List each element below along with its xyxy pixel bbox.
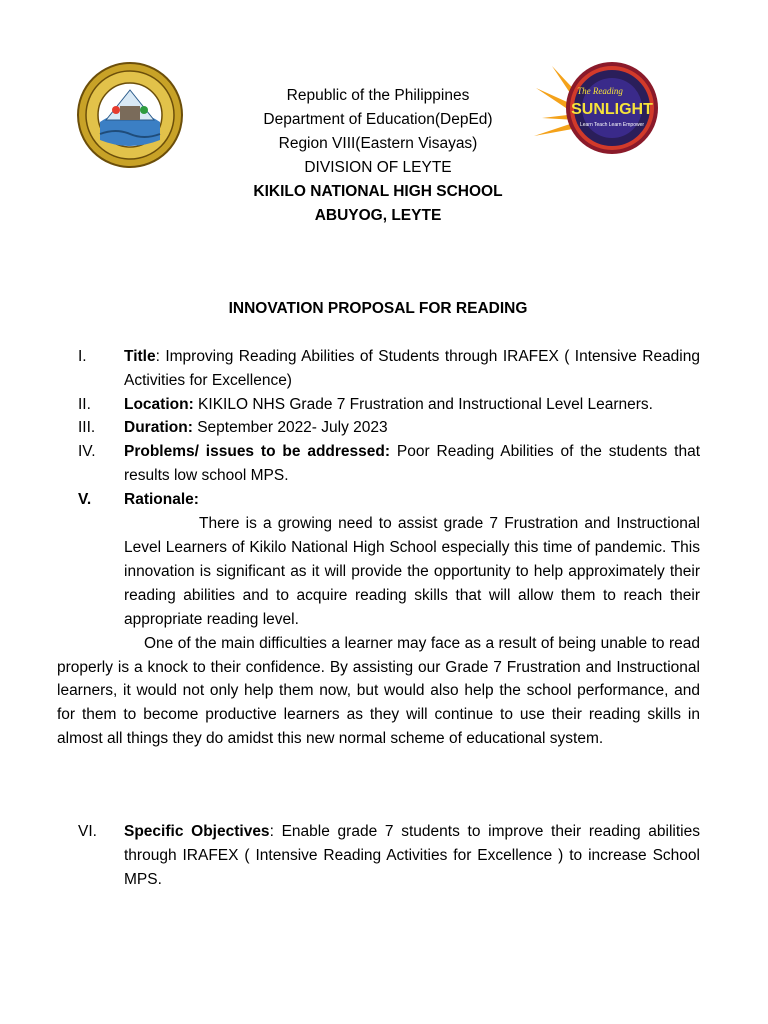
header-school-address: ABUYOG, LEYTE (314, 207, 442, 224)
item-number: I. (78, 348, 87, 365)
item-label: Duration: (124, 419, 193, 436)
item-location (78, 393, 700, 417)
item-number: III. (78, 419, 96, 436)
item-title (78, 345, 700, 393)
item-number: VI. (78, 823, 97, 840)
header-line-republic: Republic of the Philippines (286, 87, 470, 104)
item-problems (78, 440, 700, 488)
item-label: Title (124, 348, 156, 365)
svg-text:The Reading: The Reading (577, 86, 623, 96)
rationale-paragraph-1: There is a growing need to assist grade 7 Frustration and Instructional Level Learners of Kikilo National High School especially this time of pandemic. This innovation is significant as it will provide the opportunity to help approximately their reading abilities and to acquire reading skills that will allow them to reach their appropriate reading level. (124, 515, 700, 628)
letterhead (0, 84, 756, 228)
item-text: : Enable grade 7 students to improve their reading abilities through IRAFEX ( Intensive Reading Activities for Excellence ) to increase School MPS. (124, 823, 700, 888)
document-title: INNOVATION PROPOSAL FOR READING (228, 300, 528, 317)
item-text: : Improving Reading Abilities of Students through IRAFEX ( Intensive Reading Activities for Excellence) (124, 348, 700, 389)
item-number: V. (78, 491, 92, 508)
header-line-deped: Department of Education(DepEd) (263, 111, 493, 128)
item-specific-objectives (78, 820, 700, 892)
item-text: KIKILO NHS Grade 7 Frustration and Instructional Level Learners. (193, 396, 653, 413)
item-text: September 2022- July 2023 (192, 419, 388, 436)
item-rationale (78, 488, 700, 512)
item-label: Location: (124, 396, 194, 413)
header-line-region: Region VIII(Eastern Visayas) (278, 135, 478, 152)
header-school-name: KIKILO NATIONAL HIGH SCHOOL (253, 183, 503, 200)
item-label: Problems/ issues to be addressed: (124, 443, 391, 460)
item-text: Poor Reading Abilities of the students that results low school MPS. (124, 443, 700, 484)
item-label: Rationale: (124, 491, 199, 508)
item-number: II. (78, 396, 91, 413)
item-label: Specific Objectives (124, 823, 270, 840)
item-number: IV. (78, 443, 96, 460)
header-line-division: DIVISION OF LEYTE (304, 159, 452, 176)
svg-text:SUNLIGHT: SUNLIGHT (571, 101, 653, 118)
svg-text:Learn Teach Learn Empower: Learn Teach Learn Empower (579, 122, 645, 128)
item-duration (78, 416, 700, 440)
rationale-paragraph-2: One of the main difficulties a learner may face as a result of being unable to read properly is a knock to their confidence. By assisting our Grade 7 Frustration and Instructional learners, it would not only help them now, but would also help the school performance, and for them to become productive learners as they will continue to use their reading skills in almost all things they do amidst this new normal scheme of educational system. (57, 635, 700, 747)
